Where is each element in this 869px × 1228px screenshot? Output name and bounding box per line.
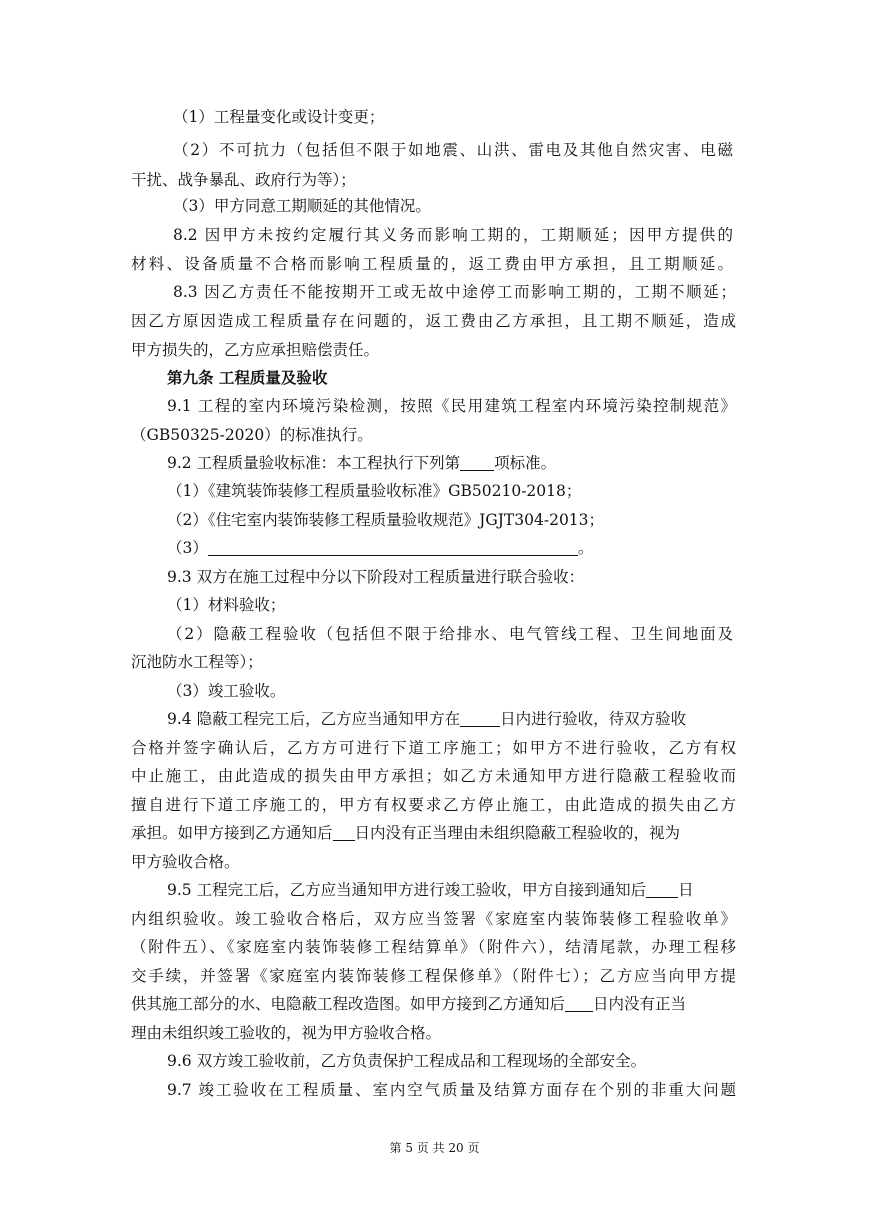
text-line [167,880,694,900]
text-line: （2）《住宅室内装饰装修工程质量验收规范》JGJT304-2013； [167,511,605,529]
text-line [167,709,686,729]
text-segment: 9.4 隐蔽工程完工后，乙方应当通知甲方在 [167,710,461,728]
fill-blank[interactable] [646,881,678,898]
text-line: （3）竣工验收。 [167,682,286,700]
text-line: 理由未组织竣工验收的，视为甲方验收合格。 [131,1024,442,1042]
text-line: （附件五）、《家庭室内装饰装修工程结算单》（附件六），结清尾款，办理工程移 [131,938,736,956]
text-line: 材料、设备质量不合格而影响工程质量的，返工费由甲方承担，且工期顺延。 [131,255,733,273]
fill-blank[interactable] [460,710,500,727]
text-line: （3）甲方同意工期顺延的其他情况。 [173,197,431,215]
text-line: 交手续，并签署《家庭室内装饰装修工程保修单》（附件七）；乙方应当向甲方提 [131,967,736,985]
text-line [167,538,593,558]
text-line: 擅自进行下道工序施工的，甲方有权要求乙方停止施工，由此造成的损失由乙方 [131,796,736,814]
text-line: （1）材料验收； [167,596,286,614]
text-line [131,823,680,843]
text-segment: 日内没有正当理由未组织隐蔽工程验收的，视为 [354,824,681,842]
text-line: 8.2 因甲方未按约定履行其义务而影响工期的，工期顺延；因甲方提供的 [173,226,733,244]
text-line [167,453,556,473]
text-line: 9.7 竣工验收在工程质量、室内空气质量及结算方面存在个别的非重大问题 [167,1081,736,1099]
text-line: 中止施工，由此造成的损失由甲方承担；如乙方未通知甲方进行隐蔽工程验收而 [131,767,736,785]
text-line: （2）隐蔽工程验收（包括但不限于给排水、电气管线工程、卫生间地面及 [167,625,733,643]
text-segment: 承担。如甲方接到乙方通知后 [131,824,333,842]
fill-blank[interactable] [460,454,494,471]
text-line: 内组织验收。竣工验收合格后，双方应当签署《家庭室内装饰装修工程验收单》 [131,910,736,928]
section-heading: 第九条 工程质量及验收 [167,368,328,387]
text-line: 合格并签字确认后，乙方方可进行下道工序施工；如甲方不进行验收，乙方有权 [131,739,736,757]
text-line: 9.6 双方竣工验收前，乙方负责保护工程成品和工程现场的全部安全。 [167,1052,647,1070]
fill-blank[interactable] [565,995,593,1012]
text-segment: 日内没有正当 [593,995,687,1013]
text-segment: 日内进行验收，待双方验收 [500,710,687,728]
fill-blank[interactable] [333,824,355,841]
text-line: 8.3 因乙方责任不能按期开工或无故中途停工而影响工期的，工期不顺延； [173,283,736,301]
text-line: （2）不可抗力（包括但不限于如地震、山洪、雷电及其他自然灾害、电磁 [173,141,733,159]
text-segment: 供其施工部分的水、电隐蔽工程改造图。如甲方接到乙方通知后 [131,995,566,1013]
text-segment: 日 [678,881,694,899]
text-line: 9.1 工程的室内环境污染检测，按照《民用建筑工程室内环境污染控制规范》 [167,397,736,415]
text-segment: （3） [167,539,208,557]
text-segment: 9.5 工程完工后，乙方应当通知甲方进行竣工验收，甲方自接到通知后 [167,881,647,899]
fill-blank[interactable] [208,539,578,556]
text-line: 干扰、战争暴乱、政府行为等）； [131,171,356,189]
text-line [131,994,686,1014]
text-line: 因乙方原因造成工程质量存在问题的，返工费由乙方承担，且工期不顺延，造成 [131,312,736,330]
text-segment: 项标准。 [494,454,557,472]
text-line: （1）《建筑装饰装修工程质量验收标准》GB50210-2018； [167,482,582,500]
text-segment: 9.2 工程质量验收标准：本工程执行下列第 [167,454,461,472]
text-line: 甲方损失的，乙方应承担赔偿责任。 [131,341,380,359]
text-line: 沉池防水工程等）； [131,653,263,671]
text-line: 9.3 双方在施工过程中分以下阶段对工程质量进行联合验收： [167,568,585,586]
text-line: 甲方验收合格。 [131,853,240,871]
text-line: （GB50325-2020）的标准执行。 [131,426,373,444]
text-line: （1）工程量变化或设计变更； [173,108,385,126]
text-segment: 。 [577,539,594,557]
page-number-footer: 第 5 页 共 20 页 [389,1141,480,1155]
